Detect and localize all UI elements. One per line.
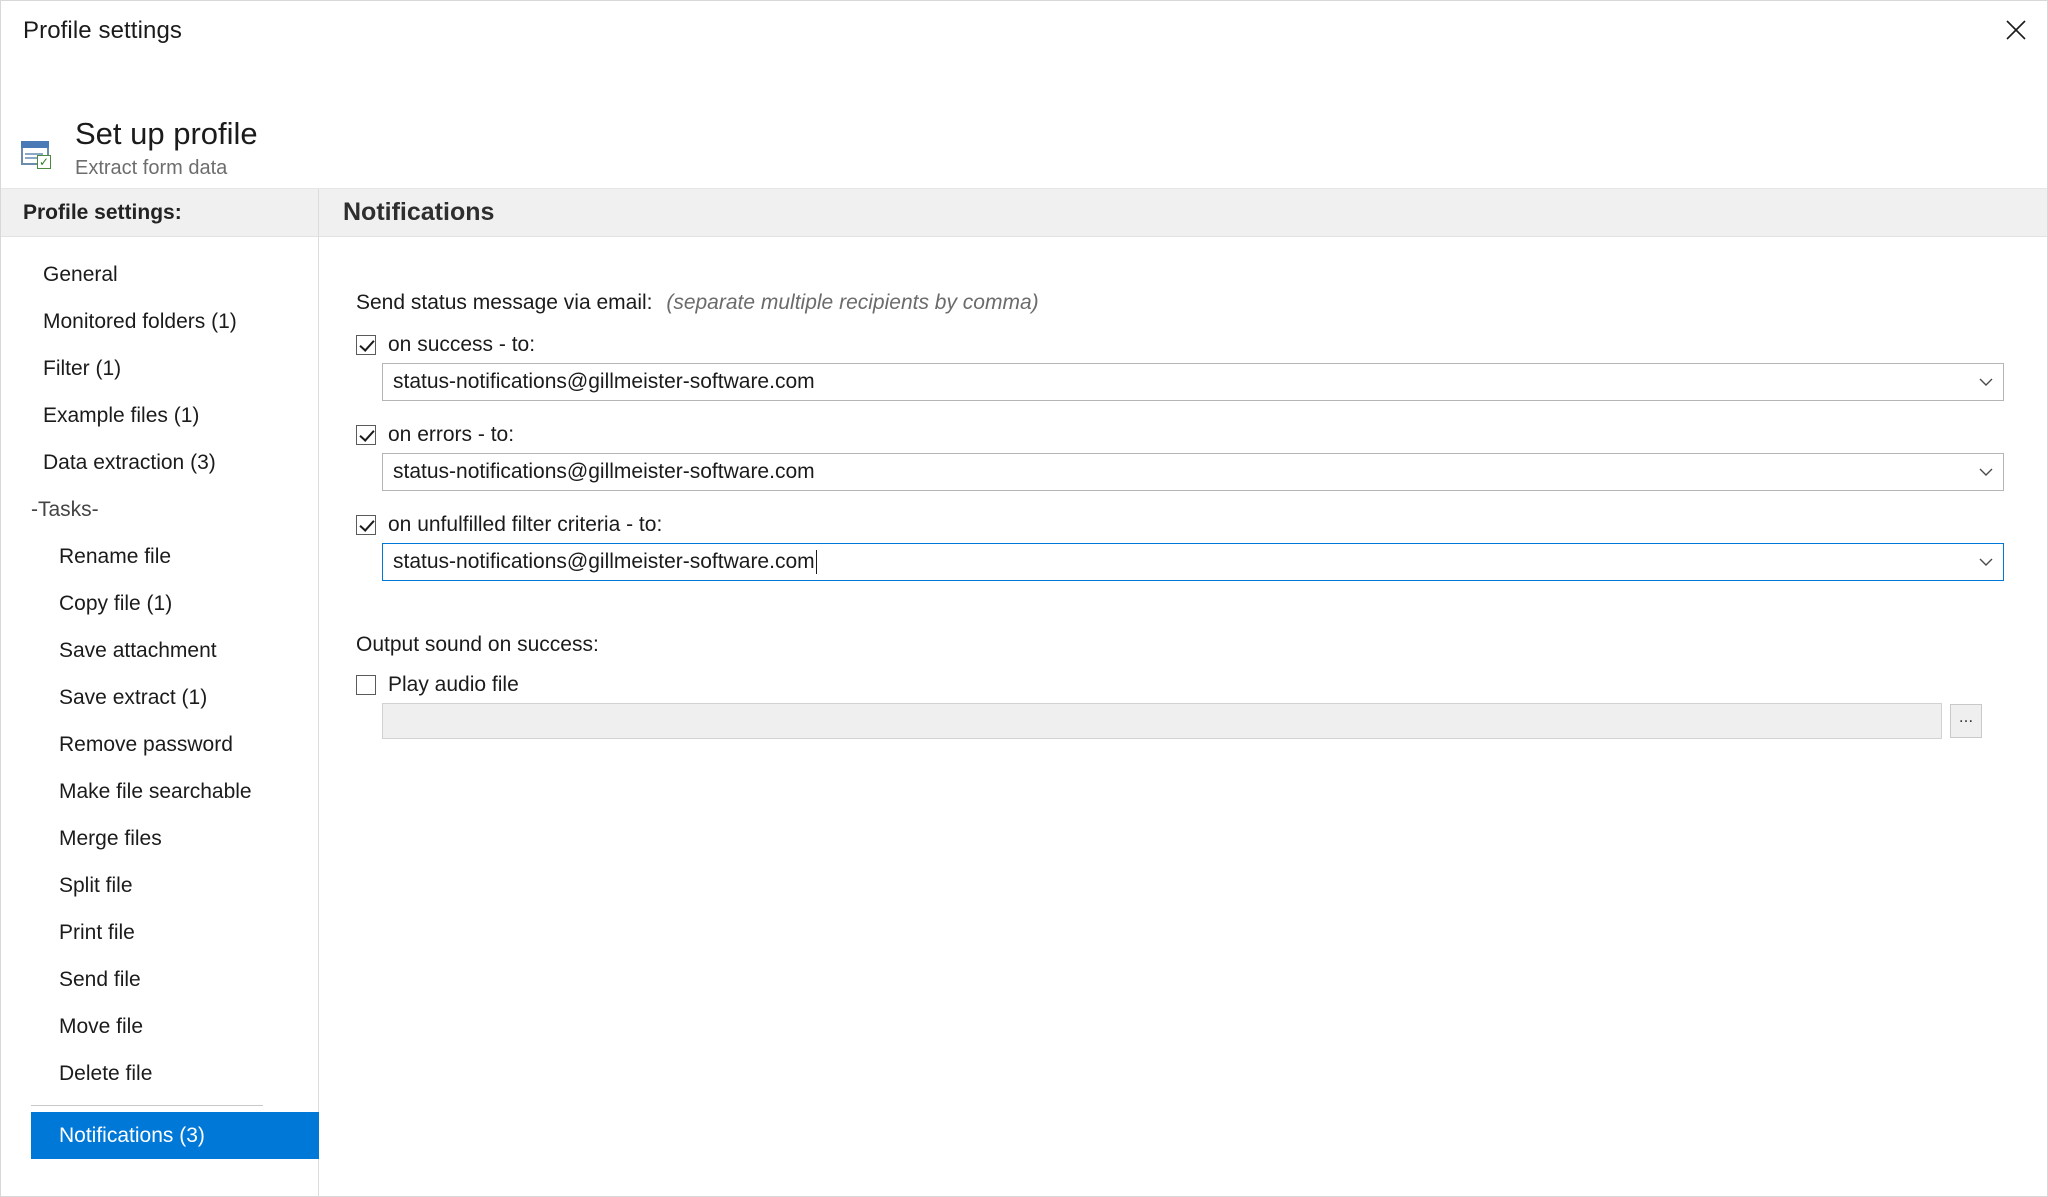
panel-title: Notifications bbox=[319, 189, 2047, 237]
sidebar-item-label: General bbox=[43, 262, 118, 286]
sidebar-item-label: Delete file bbox=[59, 1061, 153, 1085]
on-unfulfilled-filter-row bbox=[356, 513, 2025, 537]
sidebar-item-general[interactable] bbox=[1, 251, 318, 298]
sidebar-item-label: Send file bbox=[59, 967, 141, 991]
sidebar-item-label: Split file bbox=[59, 873, 133, 897]
sidebar-item-label: Save extract (1) bbox=[59, 685, 208, 709]
sidebar-item-send-file[interactable] bbox=[1, 956, 318, 1003]
on-success-row bbox=[356, 333, 2025, 357]
on-success-email-combobox[interactable] bbox=[382, 363, 2004, 401]
sidebar-item-label: Notifications (3) bbox=[59, 1123, 205, 1147]
sidebar-item-save-attachment[interactable] bbox=[1, 627, 318, 674]
sidebar-item-label: Print file bbox=[59, 920, 135, 944]
sidebar-item-label: Data extraction (3) bbox=[43, 450, 216, 474]
chevron-down-icon[interactable] bbox=[1969, 544, 2003, 580]
sidebar-item-save-extract[interactable] bbox=[1, 674, 318, 721]
play-audio-row bbox=[356, 673, 2025, 697]
sidebar-group-label: -Tasks- bbox=[31, 497, 99, 521]
on-errors-email-value: status-notifications@gillmeister-software.com bbox=[393, 460, 815, 483]
on-errors-email-combobox[interactable] bbox=[382, 453, 2004, 491]
sidebar-item-label: Copy file (1) bbox=[59, 591, 173, 615]
browse-audio-file-button[interactable]: ... bbox=[1950, 704, 1982, 738]
sidebar-item-move-file[interactable] bbox=[1, 1003, 318, 1050]
window-title: Profile settings bbox=[23, 17, 183, 44]
chevron-down-icon[interactable] bbox=[1969, 454, 2003, 490]
sidebar-item-label: Filter (1) bbox=[43, 356, 122, 380]
sidebar-tree bbox=[1, 237, 318, 1159]
chevron-down-icon[interactable] bbox=[1969, 364, 2003, 400]
on-errors-checkbox[interactable] bbox=[356, 425, 376, 445]
sidebar-item-data-extraction[interactable] bbox=[1, 439, 318, 486]
on-unfulfilled-filter-email-value: status-notifications@gillmeister-software.com bbox=[393, 550, 815, 573]
on-unfulfilled-filter-checkbox[interactable] bbox=[356, 515, 376, 535]
sidebar-item-rename-file[interactable] bbox=[1, 533, 318, 580]
sidebar-item-split-file[interactable] bbox=[1, 862, 318, 909]
sound-section-label: Output sound on success: bbox=[356, 633, 599, 656]
play-audio-file-checkbox[interactable] bbox=[356, 675, 376, 695]
panel-content bbox=[319, 237, 2047, 739]
sidebar-item-copy-file[interactable] bbox=[1, 580, 318, 627]
page-subtitle: Extract form data bbox=[75, 157, 228, 179]
sidebar-item-notifications[interactable] bbox=[31, 1112, 319, 1159]
body bbox=[1, 189, 2047, 1197]
titlebar bbox=[1, 1, 2047, 63]
sidebar-item-label: Monitored folders (1) bbox=[43, 309, 237, 333]
notifications-panel bbox=[319, 189, 2047, 1197]
on-success-checkbox[interactable] bbox=[356, 335, 376, 355]
sidebar-item-label: Make file searchable bbox=[59, 779, 252, 803]
sidebar-item-label: Merge files bbox=[59, 826, 162, 850]
sidebar-item-monitored-folders[interactable] bbox=[1, 298, 318, 345]
sidebar-item-merge-files[interactable] bbox=[1, 815, 318, 862]
email-section-hint: (separate multiple recipients by comma) bbox=[666, 291, 1039, 314]
email-section-text: Send status message via email: bbox=[356, 291, 653, 314]
play-audio-file-label: Play audio file bbox=[388, 673, 519, 696]
on-unfulfilled-filter-label: on unfulfilled filter criteria - to: bbox=[388, 513, 663, 536]
sidebar-item-make-file-searchable[interactable] bbox=[1, 768, 318, 815]
sidebar-header: Profile settings: bbox=[1, 189, 318, 237]
sidebar-item-label: Move file bbox=[59, 1014, 144, 1038]
sidebar-item-example-files[interactable] bbox=[1, 392, 318, 439]
email-section-label bbox=[356, 291, 2025, 315]
audio-file-row bbox=[382, 703, 2025, 739]
sidebar-divider bbox=[31, 1105, 263, 1106]
close-icon[interactable] bbox=[1985, 1, 2047, 59]
sidebar-item-remove-password[interactable] bbox=[1, 721, 318, 768]
sidebar-group-tasks bbox=[1, 486, 318, 533]
sidebar-item-print-file[interactable] bbox=[1, 909, 318, 956]
sidebar-item-label: Rename file bbox=[59, 544, 172, 568]
on-success-label: on success - to: bbox=[388, 333, 536, 356]
audio-file-input[interactable] bbox=[382, 703, 1942, 739]
on-unfulfilled-filter-email-combobox[interactable] bbox=[382, 543, 2004, 581]
sidebar-item-label: Remove password bbox=[59, 732, 233, 756]
page-title: Set up profile bbox=[75, 116, 258, 151]
form-extract-icon: ✓ bbox=[19, 139, 53, 173]
sidebar-item-label: Save attachment bbox=[59, 638, 217, 662]
profile-settings-sidebar bbox=[1, 189, 319, 1197]
on-errors-row bbox=[356, 423, 2025, 447]
sidebar-item-label: Example files (1) bbox=[43, 403, 200, 427]
text-caret bbox=[816, 550, 817, 574]
on-success-email-value: status-notifications@gillmeister-software.com bbox=[393, 370, 815, 393]
page-header bbox=[1, 63, 2047, 189]
sidebar-item-filter[interactable] bbox=[1, 345, 318, 392]
sidebar-item-delete-file[interactable] bbox=[1, 1050, 318, 1097]
on-errors-label: on errors - to: bbox=[388, 423, 515, 446]
